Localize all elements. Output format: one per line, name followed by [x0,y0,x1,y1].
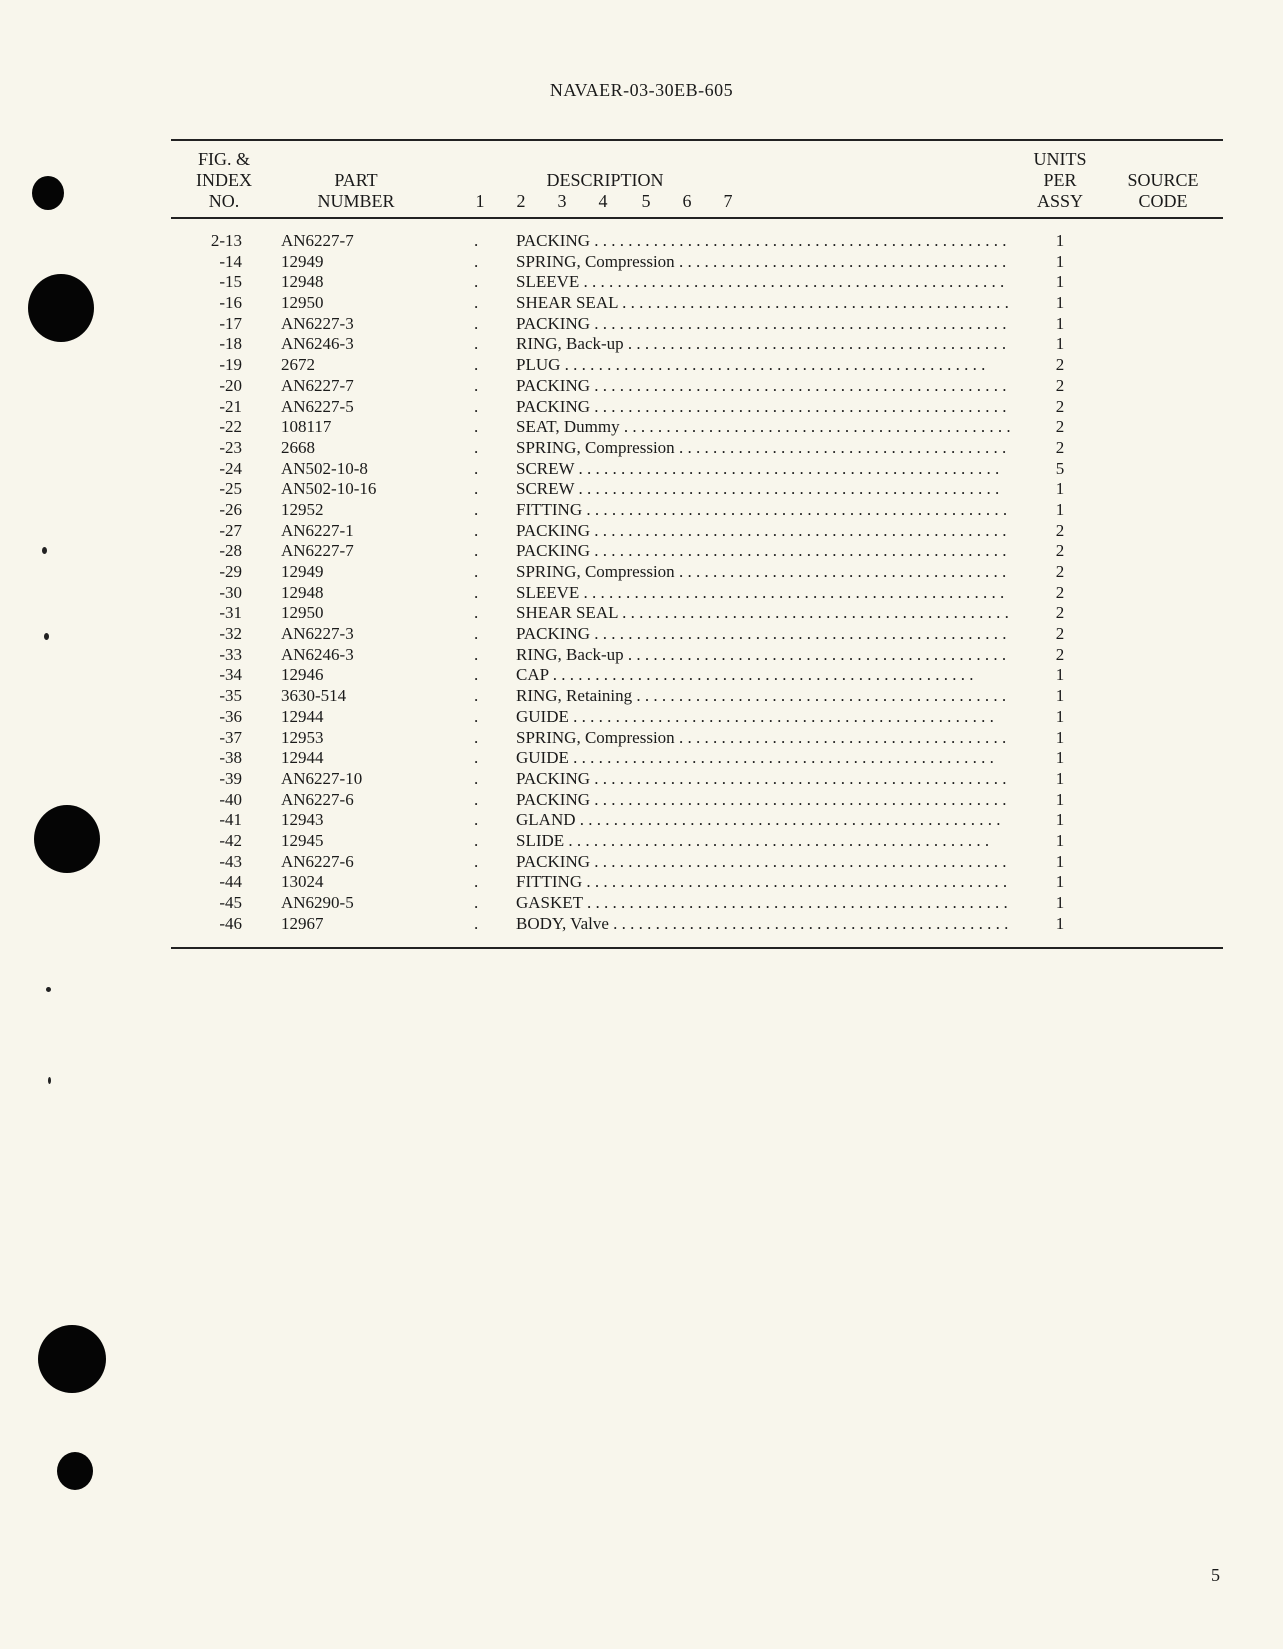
table-row: -21 AN6227-5 . PACKING . . . 2 [0,396,1283,417]
header-part-number: PART NUMBER [317,170,395,211]
table-row: -15 12948 . SLEEVE . . . 1 [0,271,1283,292]
parts-list [0,230,1283,933]
page-number: 5 [1211,1565,1220,1585]
punch-hole [38,1325,106,1393]
table-row: -28 AN6227-7 . PACKING . . . 2 [0,540,1283,561]
table-row: -22 108117 . SEAT, Dummy . . . 2 [0,416,1283,437]
table-row: -16 12950 . SHEAR SEAL . . . 1 [0,292,1283,313]
table-row: -45 AN6290-5 . GASKET . . . 1 [0,892,1283,913]
table-top-rule [171,139,1223,141]
table-row: -34 12946 . CAP . . . 1 [0,664,1283,685]
table-row: 2-13 AN6227-7 . PACKING . . . 1 [0,230,1283,251]
table-row: -29 12949 . SPRING, Compression . . . 2 [0,561,1283,582]
table-row: -32 AN6227-3 . PACKING . . . 2 [0,623,1283,644]
table-row: -39 AN6227-10 . PACKING . . . 1 [0,768,1283,789]
table-row: -31 12950 . SHEAR SEAL . . . 2 [0,602,1283,623]
table-row: -14 12949 . SPRING, Compression . . . 1 [0,251,1283,272]
header-fig-index: FIG. & INDEX NO. [196,149,252,211]
table-row: -44 13024 . FITTING . . . 1 [0,871,1283,892]
table-row: -19 2672 . PLUG . . . 2 [0,354,1283,375]
table-row: -26 12952 . FITTING . . . 1 [0,499,1283,520]
table-row: -35 3630-514 . RING, Retaining . . . 1 [0,685,1283,706]
table-row: -30 12948 . SLEEVE . . . 2 [0,582,1283,603]
table-row: -37 12953 . SPRING, Compression . . . 1 [0,727,1283,748]
table-row: -27 AN6227-1 . PACKING . . . 2 [0,520,1283,541]
table-row: -20 AN6227-7 . PACKING . . . 2 [0,375,1283,396]
table-bottom-rule [171,947,1223,949]
table-row: -18 AN6246-3 . RING, Back-up . . . 1 [0,333,1283,354]
punch-hole [32,176,64,210]
header-bottom-rule [171,217,1223,219]
table-row: -25 AN502-10-16 . SCREW . . . 1 [0,478,1283,499]
table-row: -24 AN502-10-8 . SCREW . . . 5 [0,458,1283,479]
table-row: -43 AN6227-6 . PACKING . . . 1 [0,851,1283,872]
table-row: -33 AN6246-3 . RING, Back-up . . . 2 [0,644,1283,665]
table-row: -40 AN6227-6 . PACKING . . . 1 [0,789,1283,810]
header-source-code: SOURCE CODE [1127,170,1199,211]
table-row: -42 12945 . SLIDE . . . 1 [0,830,1283,851]
table-row: -41 12943 . GLAND . . . 1 [0,809,1283,830]
table-row: -23 2668 . SPRING, Compression . . . 2 [0,437,1283,458]
document-id: NAVAER-03-30EB-605 [549,80,734,100]
scan-speck [48,1077,51,1084]
table-row: -38 12944 . GUIDE . . . 1 [0,747,1283,768]
header-description: DESCRIPTION [546,170,664,190]
punch-hole [57,1452,93,1490]
header-units-per-assy: UNITS PER ASSY [1033,149,1087,211]
scan-speck [46,987,51,992]
table-row: -36 12944 . GUIDE . . . 1 [0,706,1283,727]
table-row: -17 AN6227-3 . PACKING . . . 1 [0,313,1283,334]
table-row: -46 12967 . BODY, Valve . . . 1 [0,913,1283,934]
